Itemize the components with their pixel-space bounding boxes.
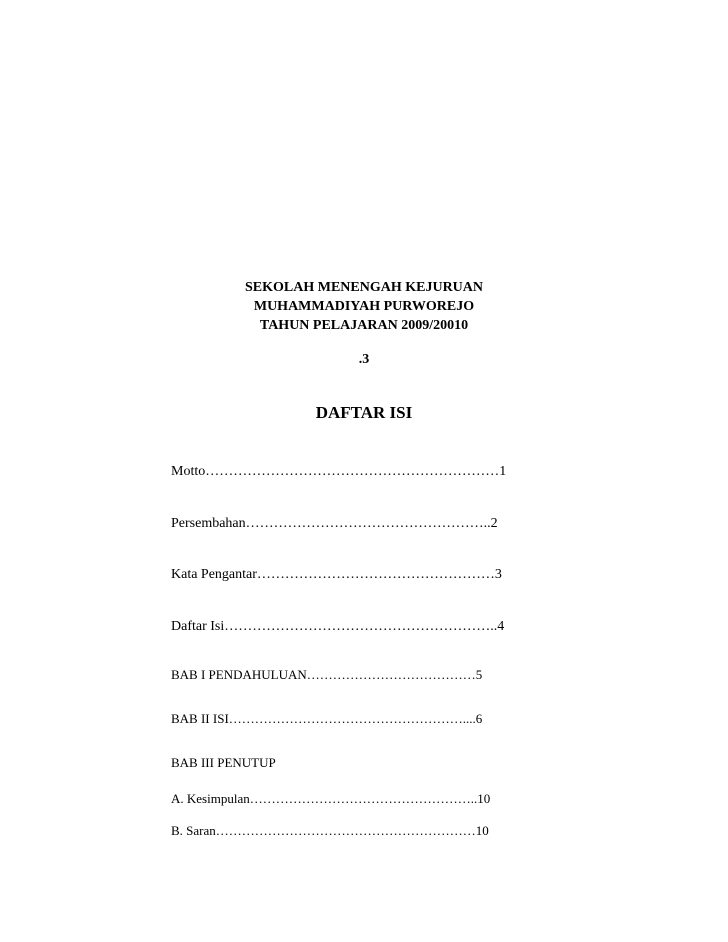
toc-item-kesimpulan: A. Kesimpulan……………………………………………..10: [171, 791, 491, 806]
academic-year-line: TAHUN PELAJARAN 2009/20010: [259, 318, 469, 333]
toc-item-persembahan: Persembahan……………………………………………..2: [171, 516, 498, 531]
page-title: DAFTAR ISI: [315, 403, 413, 422]
toc-item-kata-pengantar: Kata Pengantar……………………………………………3: [171, 567, 502, 582]
school-name-line: SEKOLAH MENENGAH KEJURUAN: [244, 280, 484, 295]
toc-item-saran: B. Saran……………………………………………………10: [171, 823, 489, 838]
toc-item-daftar-isi: Daftar Isi…………………………………………………..4: [171, 619, 505, 634]
school-name-line-2: MUHAMMADIYAH PURWOREJO: [253, 299, 475, 314]
toc-item-motto: Motto………………………………………………………1: [171, 464, 507, 479]
toc-item-bab-3: BAB III PENUTUP: [171, 755, 276, 770]
toc-item-bab-2: BAB II ISI………………………………………………....6: [171, 711, 483, 726]
page-number-mark: .3: [358, 352, 370, 367]
toc-item-bab-1: BAB I PENDAHULUAN…………………………………5: [171, 667, 483, 682]
